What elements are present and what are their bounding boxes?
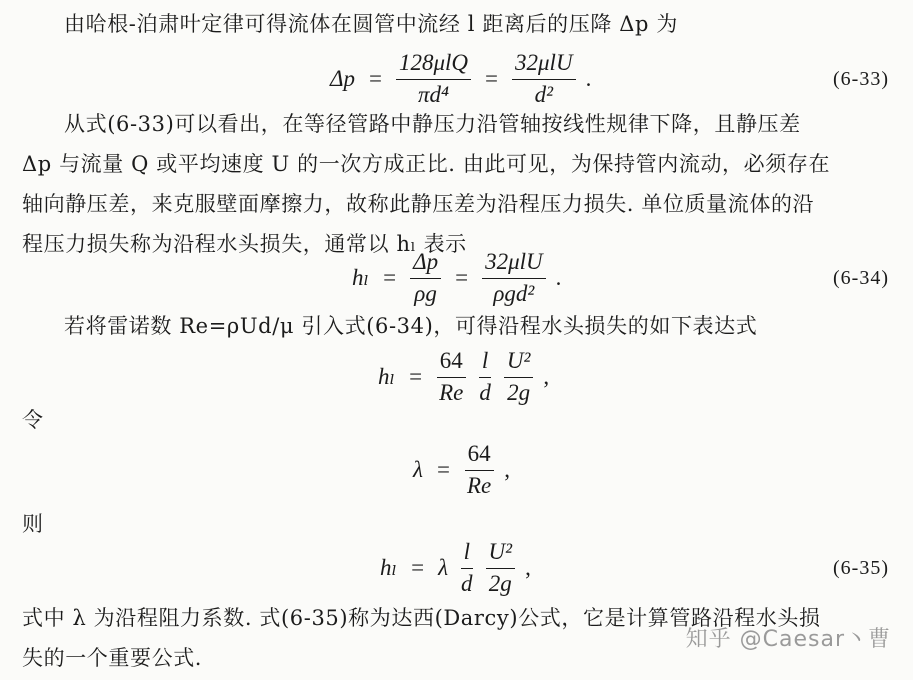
eq1-tail: . [585,66,592,91]
eq5-number: (6-35) [833,556,889,579]
eq1-fraction-2 [512,51,576,106]
eq2-tail: . [555,265,562,290]
zhihu-watermark: 知乎 @Caesar丶曹 [685,627,891,652]
eq5-f2-denominator: 2g [488,570,512,596]
eq1-f2-denominator: d² [534,81,553,107]
eq3-tail: , [543,364,550,389]
let-word: 令 [22,408,43,432]
eq4-tail: , [504,457,510,482]
analysis-line-2: Δp 与流量 Q 或平均速度 U 的一次方成正比. 由此可见，为保持管内流动，必须存在 [22,152,831,176]
then-word: 则 [22,512,43,536]
eq3-fraction-2 [476,349,494,404]
eq1-equals-1: = [369,66,382,91]
eq3-equals: = [409,364,423,389]
eq5-lhs: hₗ [380,555,398,580]
eq1-fraction-1 [396,51,471,106]
eq1-f2-numerator: 32μlU [512,51,576,79]
analysis-line-1: 从式(6-33)可以看出，在等径管路中静压力沿管轴按线性规律下降，且静压差 [64,112,801,136]
eq2-f2-numerator: 32μlU [482,250,546,278]
eq4-numerator: 64 [465,442,494,470]
eq5-equals: = [411,555,425,580]
eq1-number: (6-33) [833,67,889,90]
eq1-f1-denominator: πd⁴ [417,81,450,107]
eq3-lhs: hₗ [378,364,396,389]
eq1-equals-2: = [485,66,499,91]
eq4-lhs: λ [413,457,423,482]
intro-paragraph [22,4,894,44]
eq2-lhs: hₗ [352,265,370,290]
eq5-fraction-2 [486,540,516,595]
reynolds-text: 若将雷诺数 Re=ρUd/μ 引入式(6-34)，可得沿程水头损失的如下表达式 [64,314,758,338]
eq5-f2-numerator: U² [486,540,516,568]
analysis-line-3: 轴向静压差，来克服壁面摩擦力，故称此静压差为沿程压力损失. 单位质量流体的沿 [22,192,815,216]
eq2-fraction-1 [410,250,441,305]
eq2-equals-1: = [383,265,397,290]
eq3-f1-numerator: 64 [437,349,466,377]
eq2-f2-denominator: ρgd² [493,280,535,306]
eq2-number: (6-34) [833,266,889,289]
reynolds-paragraph [22,306,894,346]
eq3-f3-numerator: U² [504,349,534,377]
equation-6-34 [0,243,913,313]
eq3-f1-denominator: Re [439,379,464,405]
eq3-fraction-1 [436,349,466,404]
eq2-equals-2: = [455,265,469,290]
darcy-line-1: 式中 λ 为沿程阻力系数. 式(6-35)称为达西(Darcy)公式，它是计算管路沿程水头损 [22,606,821,630]
eq5-f1-denominator: d [461,570,473,596]
eq5-tail: , [525,555,531,580]
equation-lambda [0,435,913,505]
darcy-line-2: 失的一个重要公式. [22,646,203,670]
eq2-f1-numerator: Δp [410,250,441,278]
equation-head-loss-re [0,342,913,412]
analysis-paragraph [22,104,894,264]
intro-text: 由哈根-泊肃叶定律可得流体在圆管中流经 l 距离后的压降 Δp 为 [64,12,678,36]
eq5-coefficient: λ [438,555,449,580]
equation-6-35 [0,533,913,603]
analysis-line-4: 程压力损失称为沿程水头损失，通常以 hₗ 表示 [22,232,467,256]
eq1-f1-numerator: 128μlQ [396,51,471,79]
eq2-fraction-2 [482,250,546,305]
eq3-f3-denominator: 2g [507,379,531,405]
eq3-fraction-3 [504,349,534,404]
eq5-f1-numerator: l [461,540,473,568]
eq5-fraction-1 [458,540,476,595]
eq4-denominator: Re [466,472,492,498]
eq4-fraction [464,442,494,497]
eq2-f1-denominator: ρg [414,280,437,306]
eq4-equals: = [436,457,450,482]
eq1-lhs: Δp [330,66,355,91]
eq3-f2-denominator: d [479,379,491,405]
eq3-f2-numerator: l [479,349,491,377]
